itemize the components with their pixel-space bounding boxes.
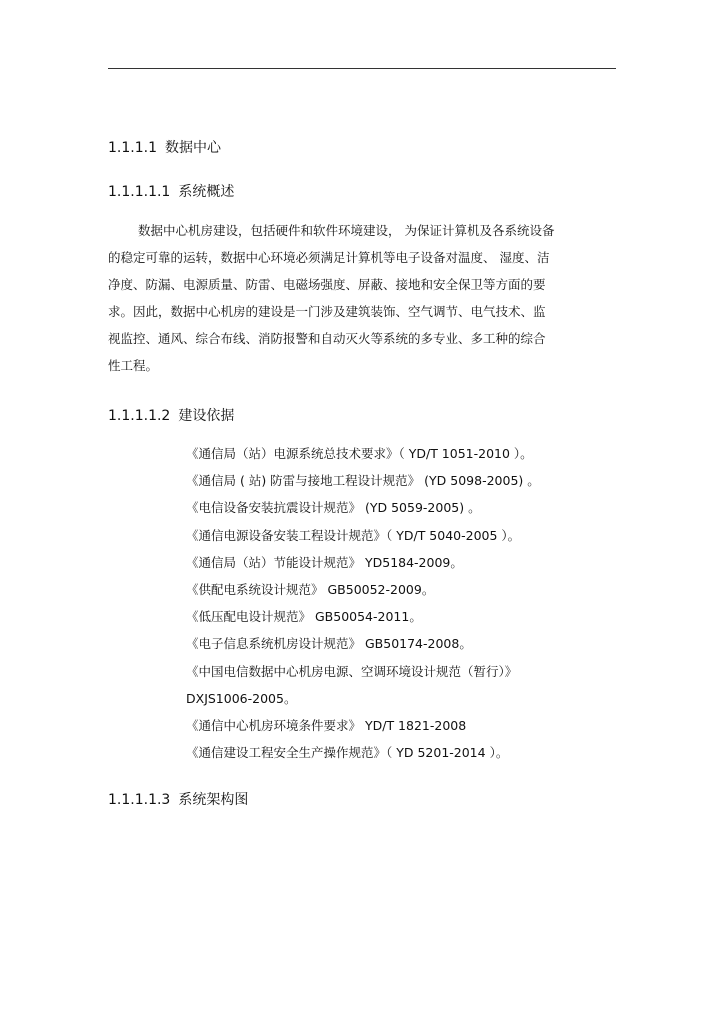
overview-paragraph: [108, 217, 618, 379]
reference-item: 《低压配电设计规范》 GB50054-2011。: [186, 609, 422, 625]
header-rule: [108, 68, 616, 69]
reference-item: 《通信中心机房环境条件要求》 YD/T 1821-2008: [186, 717, 467, 733]
paragraph-line: 的稳定可靠的运转，数据中心环境必须满足计算机等电子设备对温度、 湿度、洁: [108, 250, 550, 265]
reference-item: 《通信局（站）电源系统总技术要求》（ YD/T 1051-2010 ）。: [186, 446, 533, 461]
heading-title: 系统概述: [178, 184, 235, 200]
heading-number: 1.1.1.1.2: [108, 408, 171, 424]
heading-architecture: [108, 789, 248, 809]
reference-item: 《通信建设工程安全生产操作规范》（ YD 5201-2014 ）。: [186, 745, 509, 761]
paragraph-line: 求。因此，数据中心机房的建设是一门涉及建筑装饰、空气调节、电气技术、监: [108, 304, 546, 319]
heading-data-center: [108, 137, 221, 157]
heading-basis: [108, 405, 234, 425]
heading-overview: [108, 181, 234, 201]
reference-item: 《通信局（站）节能设计规范》 YD5184-2009。: [186, 554, 463, 570]
reference-item: 《电信设备安装抗震设计规范》 (YD 5059-2005) 。: [186, 500, 481, 516]
reference-item: 《通信局 ( 站) 防雷与接地工程设计规范》 (YD 5098-2005) 。: [186, 473, 540, 489]
paragraph-line: 性工程。: [108, 358, 159, 373]
reference-item: DXJS1006-2005。: [186, 690, 297, 706]
heading-number: 1.1.1.1.1: [108, 184, 171, 200]
reference-item: 《通信电源设备安装工程设计规范》（ YD/T 5040-2005 ）。: [186, 527, 521, 543]
paragraph-line: 净度、防漏、电源质量、防雷、电磁场强度、屏蔽、接地和安全保卫等方面的要: [108, 277, 546, 292]
reference-item: 《中国电信数据中心机房电源、空调环境设计规范（暂行）》: [186, 663, 518, 679]
reference-item: 《供配电系统设计规范》 GB50052-2009。: [186, 581, 435, 597]
heading-number: 1.1.1.1.3: [108, 792, 171, 808]
paragraph-line: 视监控、通风、综合布线、消防报警和自动灭火等系统的多专业、多工种的综合: [108, 331, 546, 346]
heading-title: 建设依据: [178, 408, 235, 424]
reference-item: 《电子信息系统机房设计规范》 GB50174-2008。: [186, 636, 472, 652]
heading-number: 1.1.1.1: [108, 140, 157, 156]
reference-list: [186, 440, 606, 766]
paragraph-line: 数据中心机房建设，包括硬件和软件环境建设， 为保证计算机及各系统设备: [138, 223, 555, 238]
heading-title: 系统架构图: [178, 792, 249, 808]
heading-title: 数据中心: [164, 140, 221, 156]
